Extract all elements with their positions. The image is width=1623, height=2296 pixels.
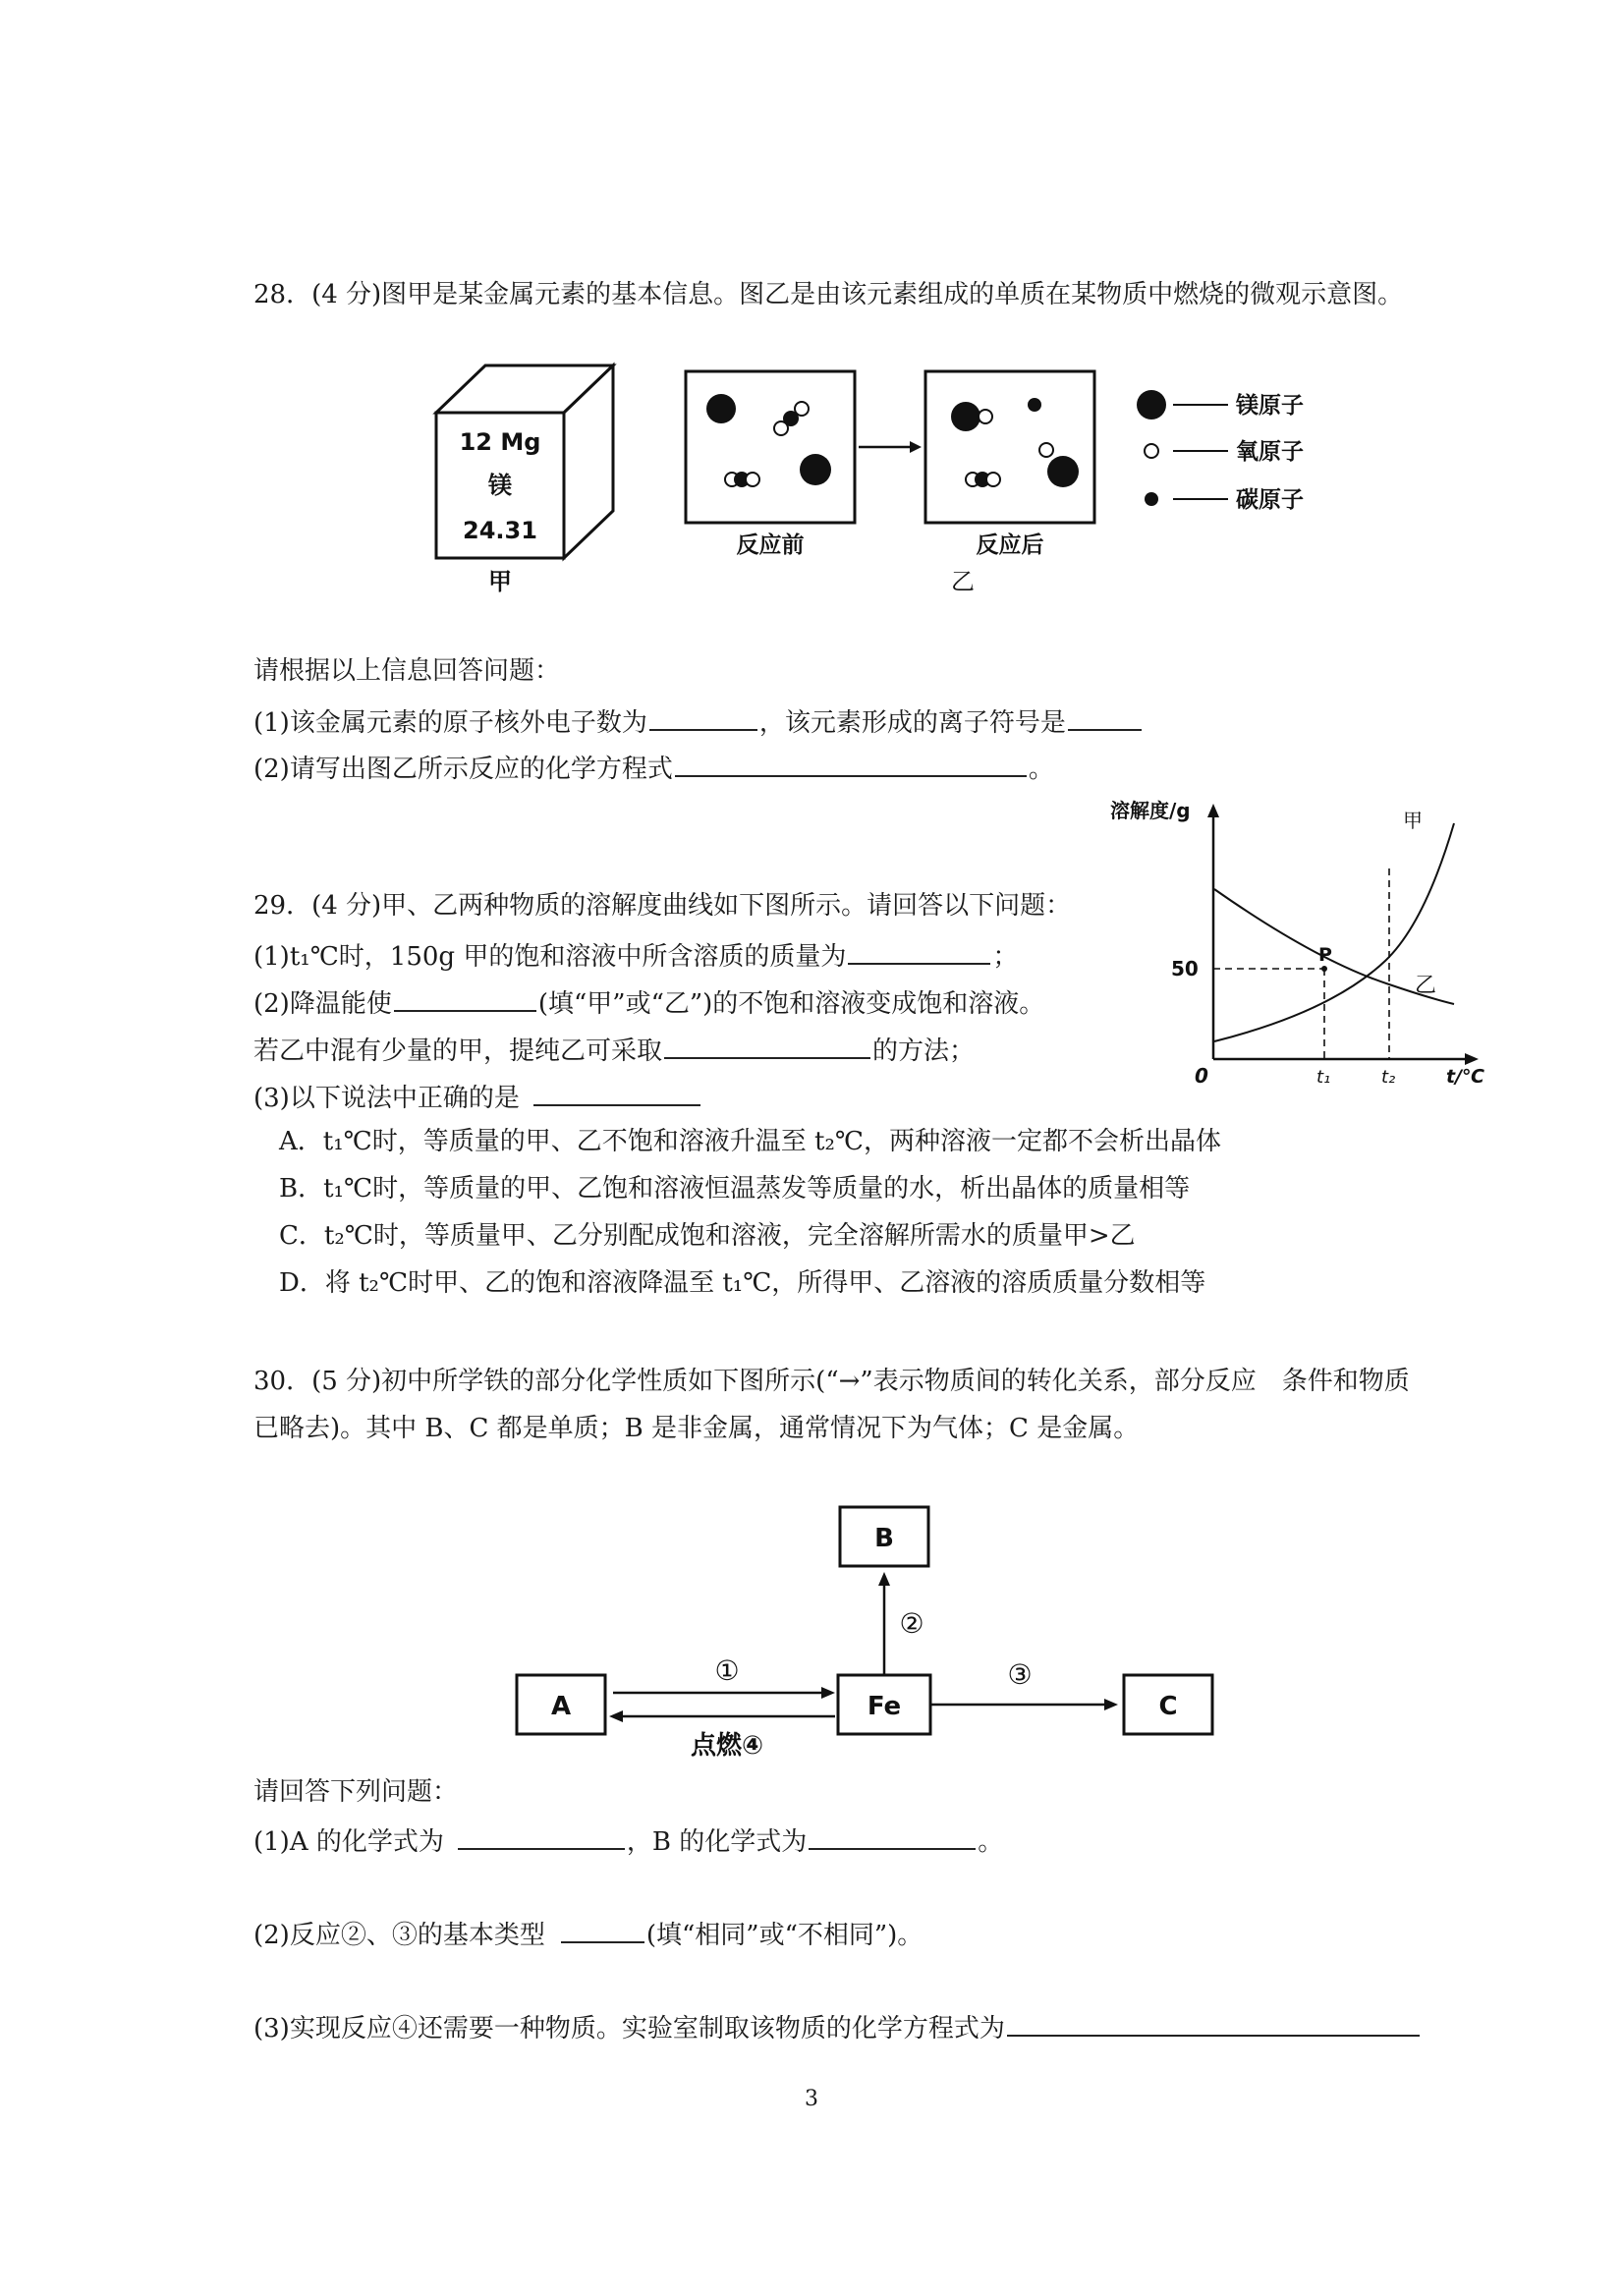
q28-question-2 [253, 750, 1054, 786]
arrow-4-label: 点燃④ [690, 1731, 764, 1761]
curve-label-jia: 甲 [1403, 809, 1423, 832]
answer-blank[interactable] [664, 1032, 870, 1059]
q29-question-2c [253, 1032, 975, 1068]
q30-q1-text-2: ，B 的化学式为 [626, 1827, 808, 1857]
answer-blank[interactable] [848, 937, 990, 965]
answer-blank[interactable] [1068, 703, 1142, 731]
y-tick-50: 50 [1171, 957, 1199, 980]
c-atom [1028, 398, 1041, 412]
arrow-2-head [878, 1572, 890, 1586]
q29-option-d: D．将 t₂℃时甲、乙的饱和溶液降温至 t₁℃，所得甲、乙溶液的溶质质量分数相等 [279, 1268, 1206, 1298]
curve-label-yi: 乙 [1415, 974, 1437, 998]
y-axis-label: 溶解度/g [1110, 799, 1191, 822]
mg-atom [1047, 456, 1079, 487]
curve-jia [1214, 823, 1454, 1041]
iron-reaction-diagram [511, 1503, 1218, 1768]
arrow-4-head [609, 1710, 623, 1722]
after-box [925, 371, 1094, 523]
element-name: 镁 [488, 472, 512, 499]
answer-blank[interactable] [458, 1822, 625, 1850]
answer-blank[interactable] [533, 1079, 700, 1106]
o-atom [1039, 443, 1053, 457]
atom-legend [1130, 378, 1356, 516]
q28-question-1 [253, 703, 1144, 740]
o-atom [795, 402, 809, 416]
legend-mg: 镁原子 [1236, 393, 1304, 419]
mg-atom [951, 402, 980, 431]
box-c-label: C [1158, 1692, 1178, 1721]
q30-intro-line-1: 30．(5 分)初中所学铁的部分化学性质如下图所示(“→”表示物质间的转化关系，部分反应 条件和物质 [253, 1367, 1410, 1396]
q28-q2-text: (2)请写出图乙所示反应的化学方程式 [253, 755, 673, 784]
o-atom [986, 473, 1000, 486]
element-mass: 24.31 [463, 517, 537, 544]
q29-q2c-end: 的方法； [872, 1036, 976, 1066]
o-atom [774, 421, 788, 435]
y-axis-arrow [1207, 804, 1219, 817]
q30-question-2 [253, 1916, 923, 1952]
q30-q2-text: (2)反应②、③的基本类型 [253, 1921, 545, 1950]
arrow-3-head [1104, 1699, 1118, 1710]
o-atom [746, 473, 759, 486]
arrow-1-head [821, 1687, 835, 1699]
answer-blank[interactable] [394, 984, 536, 1012]
mg-atom-legend-icon [1137, 390, 1166, 420]
fig-jia-label: 甲 [488, 568, 512, 595]
intersection-point [1321, 966, 1327, 972]
answer-blank[interactable] [649, 703, 757, 731]
mg-atom [706, 394, 736, 423]
after-label: 反应后 [976, 532, 1044, 558]
q28-prompt: 请根据以上信息回答问题： [253, 656, 561, 686]
q28-q2-end: 。 [1028, 755, 1054, 784]
q29-q2-text-2: (填“甲”或“乙”)的不饱和溶液变成饱和溶液。 [537, 989, 1045, 1019]
q29-q2-text: (2)降温能使 [253, 989, 392, 1019]
q29-question-1 [253, 937, 1018, 974]
answer-blank[interactable] [675, 750, 1027, 777]
q29-q1-end: ； [992, 942, 1019, 972]
q29-option-a: A．t₁℃时，等质量的甲、乙不饱和溶液升温至 t₂℃，两种溶液一定都不会析出晶体 [279, 1127, 1221, 1156]
before-label: 反应前 [736, 532, 805, 558]
legend-o: 氧原子 [1236, 439, 1304, 465]
q29-q1-text: (1)t₁℃时，150g 甲的饱和溶液中所含溶质的质量为 [253, 942, 847, 972]
q30-q1-end: 。 [978, 1827, 1004, 1857]
x-tick-t2: t₂ [1381, 1067, 1396, 1088]
solubility-curve-chart [1110, 796, 1503, 1091]
reaction-micro-diagram [678, 364, 1120, 599]
point-label: P [1318, 944, 1332, 966]
q28-intro: 28．(4 分)图甲是某金属元素的基本信息。图乙是由该元素组成的单质在某物质中燃烧的微观示意图。 [253, 280, 1404, 309]
q28-q1-text-2: ，该元素形成的离子符号是 [758, 708, 1066, 738]
q30-q1-text: (1)A 的化学式为 [253, 1827, 444, 1857]
arrow-2-label: ② [899, 1607, 924, 1640]
o-atom [979, 410, 992, 423]
box-a-label: A [550, 1692, 572, 1721]
q30-q2-text-2: (填“相同”或“不相同”)。 [645, 1921, 923, 1950]
q30-q3-text: (3)实现反应④还需要一种物质。实验室制取该物质的化学方程式为 [253, 2014, 1005, 2044]
q29-q2c-text: 若乙中混有少量的甲，提纯乙可采取 [253, 1036, 663, 1066]
q29-question-2 [253, 984, 1044, 1021]
c-atom-legend-icon [1145, 492, 1158, 506]
q29-intro: 29．(4 分)甲、乙两种物质的溶解度曲线如下图所示。请回答以下问题： [253, 891, 1072, 921]
q29-q3-text: (3)以下说法中正确的是 [253, 1084, 520, 1113]
fig-yi-label: 乙 [951, 568, 975, 595]
q29-question-3 [253, 1079, 702, 1115]
answer-blank[interactable] [809, 1822, 976, 1850]
q30-intro-line-2: 已略去)。其中 B、C 都是单质；B 是非金属，通常情况下为气体；C 是金属。 [253, 1414, 1140, 1443]
x-axis-arrow [1465, 1053, 1479, 1065]
before-box [686, 371, 855, 523]
answer-blank[interactable] [561, 1916, 644, 1943]
mg-atom [800, 454, 831, 485]
answer-blank[interactable] [1007, 2009, 1420, 2037]
origin-label: 0 [1195, 1064, 1208, 1088]
box-b-label: B [874, 1524, 894, 1553]
page-number: 3 [805, 2087, 818, 2111]
box-fe-label: Fe [867, 1692, 902, 1721]
q30-question-1 [253, 1822, 1003, 1859]
q28-q1-text: (1)该金属元素的原子核外电子数为 [253, 708, 647, 738]
legend-c: 碳原子 [1236, 487, 1304, 513]
x-tick-t1: t₁ [1316, 1067, 1331, 1088]
q29-option-c: C．t₂℃时，等质量甲、乙分别配成饱和溶液，完全溶解所需水的质量甲>乙 [279, 1221, 1136, 1251]
reaction-arrow-head [910, 441, 922, 453]
q30-question-3 [253, 2009, 1422, 2045]
q30-prompt: 请回答下列问题： [253, 1777, 459, 1807]
q29-option-b: B．t₁℃时，等质量的甲、乙饱和溶液恒温蒸发等质量的水，析出晶体的质量相等 [279, 1174, 1191, 1204]
o-atom-legend-icon [1145, 444, 1158, 458]
element-info-cube [422, 364, 639, 599]
arrow-3-label: ③ [1007, 1658, 1033, 1691]
x-axis-label: t/℃ [1446, 1066, 1485, 1088]
element-number-symbol: 12 Mg [459, 428, 541, 456]
arrow-1-label: ① [714, 1654, 740, 1687]
